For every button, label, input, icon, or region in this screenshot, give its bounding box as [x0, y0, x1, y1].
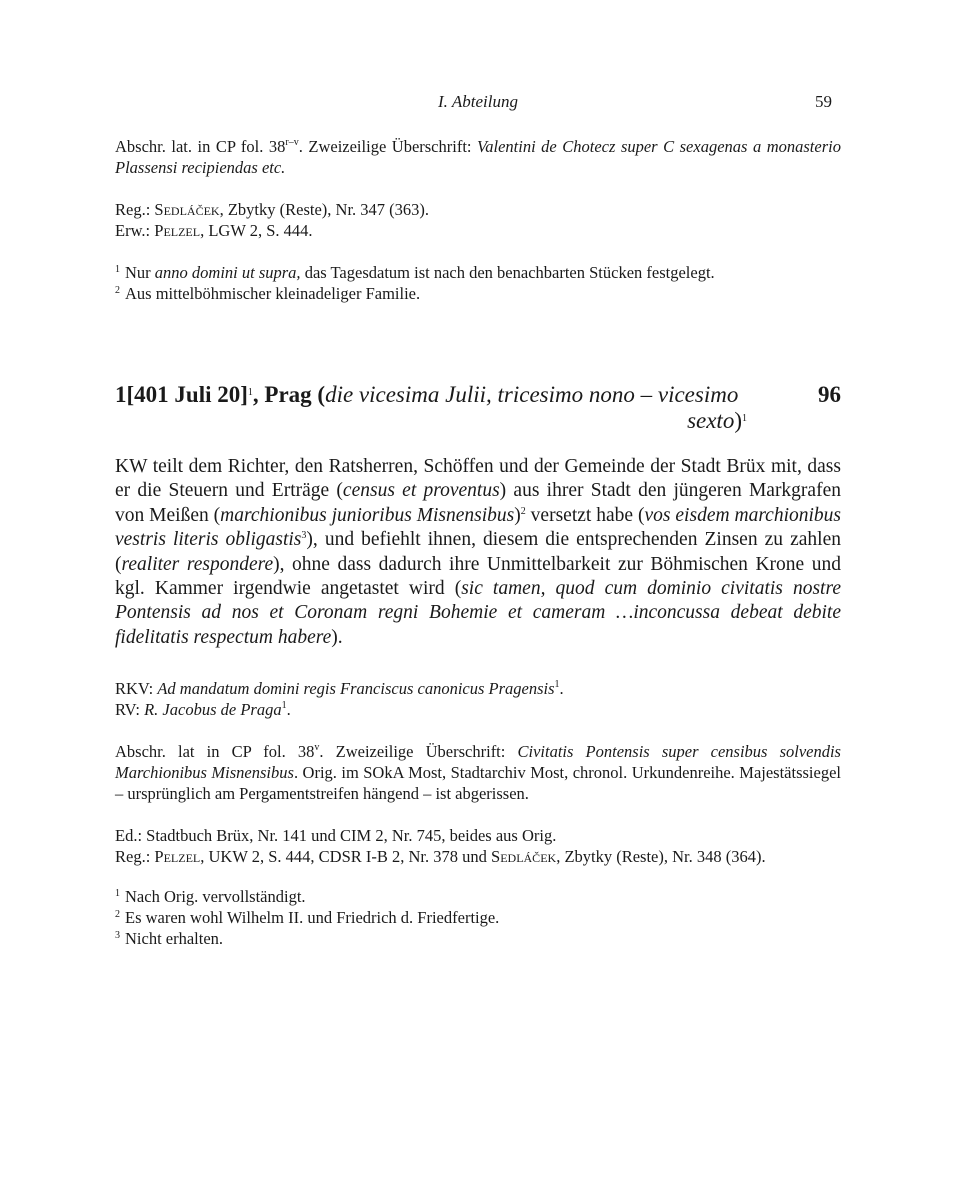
prev-reg: Reg.: Sedláček, Zbytky (Reste), Nr. 347 (363).: [115, 200, 430, 219]
chancery-notes: [115, 678, 841, 720]
entry-abschr: Abschr. lat in CP fol. 38$^v$. Zweizeilige Überschrift: Civitatis Pontensis super censibus solvendis Marchionibus Misnensibus. Orig. im SOkA Most, Stadtarchiv Most, chronol. Urkundenreihe. Majestätssiegel – ursprünglich am Pergamentstreifen hängend – ist abgerissen.: [115, 742, 841, 803]
entry-place: , Prag (: [252, 382, 326, 407]
prev-footnotes: [115, 262, 841, 304]
entry-number: 96: [818, 382, 841, 407]
regest-text: KW teilt dem Richter, den Ratsherren, Schöffen und der Gemeinde der Stadt Brüx mit, dass er die Steuern und Erträge (census et proventus) aus ihrer Stadt den jüngeren Markgrafen von Meißen (marchionibus junioribus Misnensibus)$^2$ versetzt habe (vos eisdem marchionibus vestris literis obligastis$^3$), und befiehlt ihnen, diesem die entsprechenden Zinsen zu zahlen (realiter respondere), ohne dass dadurch ihre Unmittelbarkeit zur Böhmischen Krone und kgl. Kammer irgendwie angetastet wird (sic tamen, quod cum dominio civitatis nostre Pontensis ad nos et Coronam regni Bohemie et cameram …inconcussa debeat debite fidelitatis respectum habere).: [115, 456, 842, 648]
entry-footnotes: [115, 886, 841, 949]
footnote: 2 Aus mittelböhmischer kleinadeliger Familie.: [115, 284, 421, 303]
prev-abschr: Abschr. lat. in CP fol. 38$^{r-v}$. Zweizeilige Überschrift: Valentini de Chotecz super C sexagenas a monasterio Plassensi recipiendas etc.: [115, 137, 841, 177]
regesta-note: Reg.: Pelzel, UKW 2, S. 444, CDSR I-B 2, Nr. 378 und Sedláček, Zbytky (Reste), Nr. 348 (364).: [115, 847, 766, 866]
footnote: 2 Es waren wohl Wilhelm II. und Friedrich d. Friedfertige.: [115, 908, 500, 927]
section-title: I. Abteilung: [438, 92, 518, 111]
entry-heading-line1: 1[401 Juli 20]$^1$, Prag (die vicesima Julii, tricesimo nono – vicesimo: [115, 382, 739, 407]
running-head: [0, 92, 960, 116]
prev-erw: Erw.: Pelzel, LGW 2, S. 444.: [115, 221, 313, 240]
footnote: 1 Nur anno domini ut supra, das Tagesdatum ist nach den benachbarten Stücken festgelegt.: [115, 263, 715, 282]
footnote: 3 Nicht erhalten.: [115, 929, 224, 948]
page-number: 59: [815, 92, 832, 111]
entry-date: 1[401 Juli 20]: [115, 382, 248, 407]
rkv-note: RKV: Ad mandatum domini regis Franciscus canonicus Pragensis$^1$.: [115, 679, 564, 698]
entry-heading-line2: sexto)$^1$: [687, 408, 747, 433]
footnote: 1 Nach Orig. vervollständigt.: [115, 887, 306, 906]
latin-date: die vicesima Julii, tricesimo nono – vicesimo: [325, 382, 739, 407]
rv-note: RV: R. Jacobus de Praga$^1$.: [115, 700, 291, 719]
prev-references: [115, 199, 841, 241]
entry-references: [115, 825, 841, 867]
edition-note: Ed.: Stadtbuch Brüx, Nr. 141 und CIM 2, Nr. 745, beides aus Orig.: [115, 826, 557, 845]
